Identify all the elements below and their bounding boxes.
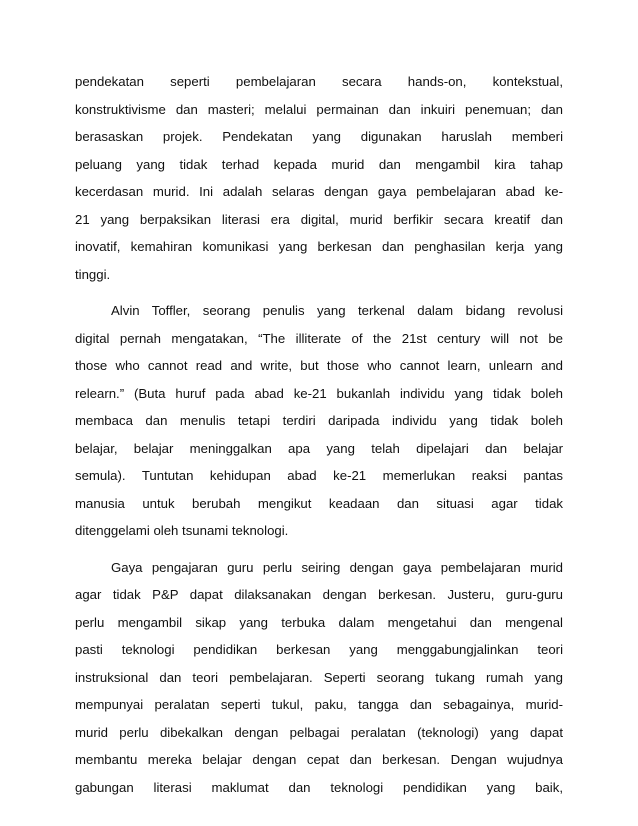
text-line: ditenggelami oleh tsunami teknologi. [75,523,289,538]
text-line: membantu mereka belajar dengan cepat dan berkesan. Dengan wujudnya [75,752,563,767]
text-line: gabungan literasi maklumat dan teknologi pendidikan yang baik, [75,779,563,795]
text-line: kecerdasan murid. Ini adalah selaras dengan gaya pembelajaran abad ke- [75,184,563,199]
text-line: relearn.” (Buta huruf pada abad ke-21 bukanlah individu yang tidak boleh [75,385,563,401]
text-line: 21 yang berpaksikan literasi era digital, murid berfikir secara kreatif dan [75,211,563,227]
text-line: tinggi. [75,266,111,282]
text-line: those who cannot read and write, but those who cannot learn, unlearn and [75,358,563,373]
text-line: manusia untuk berubah mengikut keadaan dan situasi agar tidak [75,495,563,511]
text-line: konstruktivisme dan masteri; melalui permainan dan inkuiri penemuan; dan [75,101,563,117]
text-line: inovatif, kemahiran komunikasi yang berkesan dan penghasilan kerja yang [75,239,563,254]
paragraph-gap [75,288,563,297]
text-line: belajar, belajar meninggalkan apa yang telah dipelajari dan belajar [75,440,563,456]
text-line: perlu mengambil sikap yang terbuka dalam mengetahui dan mengenal [75,614,563,630]
text-line: Gaya pengajaran guru perlu seiring dengan gaya pembelajaran murid [111,559,563,575]
text-line: instruksional dan teori pembelajaran. Seperti seorang tukang rumah yang [75,669,563,685]
text-line: agar tidak P&P dapat dilaksanakan dengan berkesan. Justeru, guru-guru [75,587,563,602]
text-line: digital pernah mengatakan, “The illiterate of the 21st century will not be [75,330,563,346]
body-text [75,68,563,801]
text-line: murid perlu dibekalkan dengan pelbagai peralatan (teknologi) yang dapat [75,724,563,740]
paragraph-gap [75,545,563,554]
text-line: mempunyai peralatan seperti tukul, paku, tangga dan sebagainya, murid- [75,697,563,712]
text-line: Alvin Toffler, seorang penulis yang terkenal dalam bidang revolusi [111,303,563,318]
text-line: berasaskan projek. Pendekatan yang digunakan haruslah memberi [75,129,563,144]
text-line: peluang yang tidak terhad kepada murid dan mengambil kira tahap [75,156,563,172]
text-line: semula). Tuntutan kehidupan abad ke-21 memerlukan reaksi pantas [75,468,563,483]
text-line: pasti teknologi pendidikan berkesan yang menggabungjalinkan teori [75,642,563,657]
text-line: membaca dan menulis tetapi terdiri daripada individu yang tidak boleh [75,413,563,428]
text-line: pendekatan seperti pembelajaran secara hands-on, kontekstual, [75,74,563,89]
